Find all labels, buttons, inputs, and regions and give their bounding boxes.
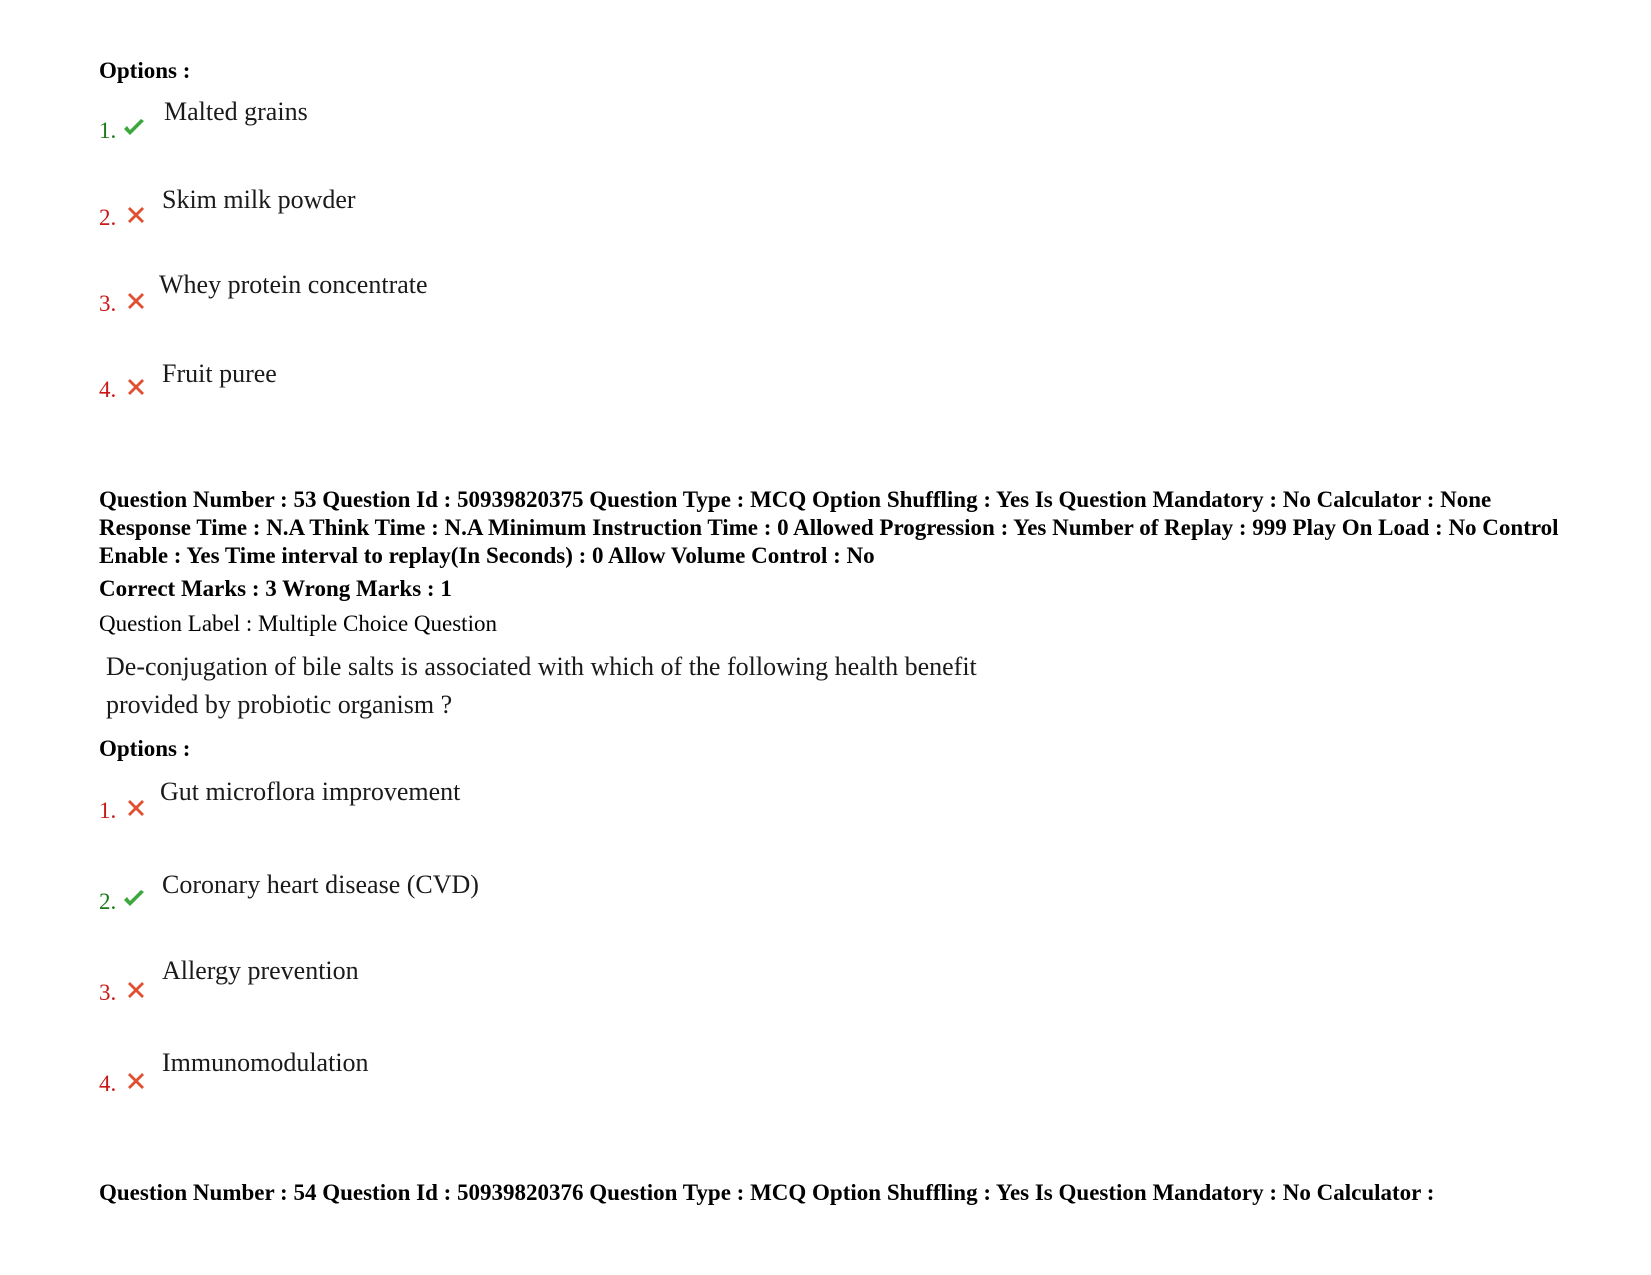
check-icon (122, 116, 146, 140)
cross-icon (124, 796, 148, 820)
options-heading-q52: Options : (99, 58, 191, 83)
check-icon (122, 887, 146, 911)
question-text-q53 (106, 648, 1116, 724)
option-text: Gut microflora improvement (160, 777, 461, 806)
option-number: 4. (99, 377, 117, 402)
option-number: 2. (99, 889, 117, 914)
option-text: Coronary heart disease (CVD) (162, 870, 479, 899)
option-number: 3. (99, 980, 117, 1005)
question-meta-q53: Question Number : 53 Question Id : 50939820375 Question Type : MCQ Option Shuffling : Yes Is Question Mandatory : No Calculator : None Response Time : N.A Think Time : N.A Minimum Instruction Time : 0 Allowed Progression : Yes Number of Replay : 999 Play On Load : No Control Enable : Yes Time interval to replay(In Seconds) : 0 Allow Volume Control : No (99, 487, 1559, 568)
options-heading-q53: Options : (99, 736, 191, 761)
option-text: Fruit puree (162, 359, 277, 388)
option-text: Allergy prevention (162, 956, 359, 985)
option-number: 2. (99, 205, 117, 230)
question-text-line: provided by probiotic organism ? (106, 690, 453, 719)
marks-q53: Correct Marks : 3 Wrong Marks : 1 (99, 576, 452, 601)
cross-icon (124, 375, 148, 399)
cross-icon (124, 289, 148, 313)
option-text: Malted grains (164, 97, 308, 126)
option-text: Whey protein concentrate (159, 270, 428, 299)
cross-icon (124, 978, 148, 1002)
option-number: 1. (99, 798, 117, 823)
cross-icon (124, 203, 148, 227)
question-label-q53: Question Label : Multiple Choice Question (99, 611, 497, 636)
cross-icon (124, 1069, 148, 1093)
option-text: Skim milk powder (162, 185, 356, 214)
question-meta-q54: Question Number : 54 Question Id : 50939820376 Question Type : MCQ Option Shuffling : Yes Is Question Mandatory : No Calculator : (99, 1180, 1435, 1205)
option-number: 4. (99, 1071, 117, 1096)
option-text: Immunomodulation (162, 1048, 369, 1077)
option-number: 1. (99, 118, 117, 143)
question-text-line: De-conjugation of bile salts is associated with which of the following health benefit (106, 652, 977, 681)
option-number: 3. (99, 291, 117, 316)
